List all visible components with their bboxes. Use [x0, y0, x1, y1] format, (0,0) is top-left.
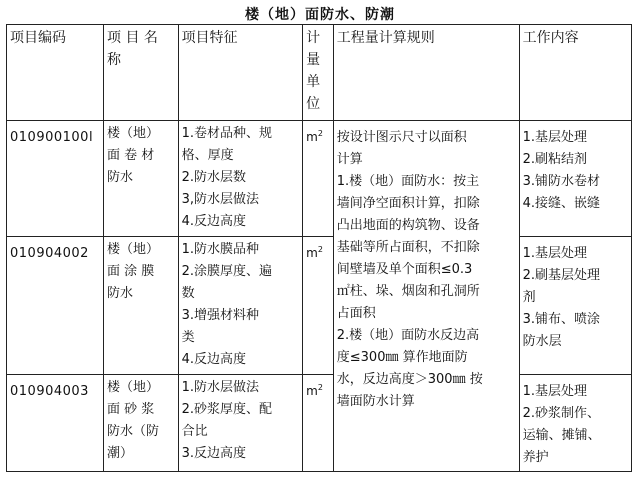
item-features: [178, 375, 303, 472]
item-code: 010900100l: [7, 121, 104, 237]
rule-line: ㎡柱、垛、烟囱和孔洞所: [336, 284, 480, 299]
unit-base: m: [306, 130, 318, 144]
item-features: [178, 237, 303, 375]
rule-line: 基础等所占面积，不扣除: [336, 240, 480, 255]
feature-line: 4.反边高度: [181, 214, 246, 229]
feature-line: 2.涂膜厚度、遍: [181, 264, 272, 279]
rule-line: 凸出地面的构筑物、设备: [336, 218, 480, 233]
feature-line: 2.砂浆厚度、配: [181, 402, 272, 417]
feature-line: 类: [181, 330, 195, 345]
work-line: 2.刷粘结剂: [522, 152, 588, 167]
feature-line: 1.防水膜品种: [181, 242, 259, 257]
header-rules: 工程量计算规则: [333, 25, 519, 121]
header-work: 工作内容: [519, 25, 631, 121]
unit-sup: 2: [317, 245, 323, 254]
rule-line: 按设计图示尺寸以面积: [336, 130, 467, 145]
rule-line: 占面积: [336, 306, 376, 321]
name-line: 防水: [107, 286, 134, 301]
table-row: [7, 237, 632, 375]
table-row: [7, 121, 632, 237]
feature-line: 2.防水层数: [181, 170, 246, 185]
header-code: 项目编码: [7, 25, 104, 121]
rule-line: 水，反边高度＞300㎜ 按: [336, 372, 483, 387]
work-line: 1.基层处理: [522, 130, 588, 145]
rule-line: 2.楼（地）面防水反边高: [336, 328, 480, 343]
name-line: 防水（防: [107, 424, 160, 439]
table-row: [7, 375, 632, 472]
item-code: 010904002: [7, 237, 104, 375]
item-name: [104, 121, 179, 237]
unit-base: m: [306, 384, 318, 398]
rule-line: 1.楼（地）面防水：按主: [336, 174, 480, 189]
rule-line: 墙面防水计算: [336, 394, 415, 409]
rule-line: 计算: [336, 152, 363, 167]
work-line: 剂: [522, 290, 536, 305]
name-line: 面 涂 膜: [107, 264, 155, 279]
work-line: 运输、摊铺、: [522, 428, 601, 443]
name-line: 面 卷 材: [107, 148, 155, 163]
item-unit: [303, 121, 334, 237]
feature-line: 合比: [181, 424, 208, 439]
item-features: [178, 121, 303, 237]
item-unit: [303, 375, 334, 472]
feature-line: 1.卷材品种、规: [181, 126, 272, 141]
feature-line: 格、厚度: [181, 148, 234, 163]
calc-rules: [333, 121, 519, 472]
feature-line: 3.反边高度: [181, 446, 246, 461]
feature-line: 3.增强材料种: [181, 308, 259, 323]
table-title: 楼（地）面防水、防潮: [245, 7, 395, 23]
rule-line: 墙间净空面积计算，扣除: [336, 196, 480, 211]
rule-line: 度≤300㎜ 算作地面防: [336, 350, 468, 365]
work-line: 3.铺防水卷材: [522, 174, 601, 189]
feature-line: 4.反边高度: [181, 352, 246, 367]
feature-line: 1.防水层做法: [181, 380, 259, 395]
item-name: [104, 237, 179, 375]
item-unit: [303, 237, 334, 375]
work-line: 防水层: [522, 334, 562, 349]
unit-base: m: [306, 246, 318, 260]
work-line: 1.基层处理: [522, 246, 588, 261]
work-line: 3.铺布、喷涂: [522, 312, 601, 327]
rule-line: 间壁墙及单个面积≤0.3: [336, 262, 473, 277]
item-work: [519, 121, 631, 237]
name-line: 面 砂 浆: [107, 402, 155, 417]
item-code: 010904003: [7, 375, 104, 472]
name-line: 楼（地）: [107, 126, 160, 141]
item-work: [519, 375, 631, 472]
header-unit: 计 量 单 位: [303, 25, 334, 121]
work-line: 2.砂浆制作、: [522, 406, 601, 421]
item-name: [104, 375, 179, 472]
header-features: 项目特征: [178, 25, 303, 121]
name-line: 防水: [107, 170, 134, 185]
work-line: 2.刷基层处理: [522, 268, 601, 283]
feature-line: 数: [181, 286, 195, 301]
name-line: 楼（地）: [107, 242, 160, 257]
work-line: 养护: [522, 450, 549, 465]
header-row: [7, 25, 632, 121]
spec-table: [6, 24, 632, 472]
name-line: 潮）: [107, 446, 134, 461]
unit-sup: 2: [317, 129, 323, 138]
name-line: 楼（地）: [107, 380, 160, 395]
feature-line: 3,防水层做法: [181, 192, 259, 207]
work-line: 4.接缝、嵌缝: [522, 196, 601, 211]
unit-sup: 2: [317, 383, 323, 392]
work-line: 1.基层处理: [522, 384, 588, 399]
item-work: [519, 237, 631, 375]
header-name: 项 目 名 称: [104, 25, 179, 121]
